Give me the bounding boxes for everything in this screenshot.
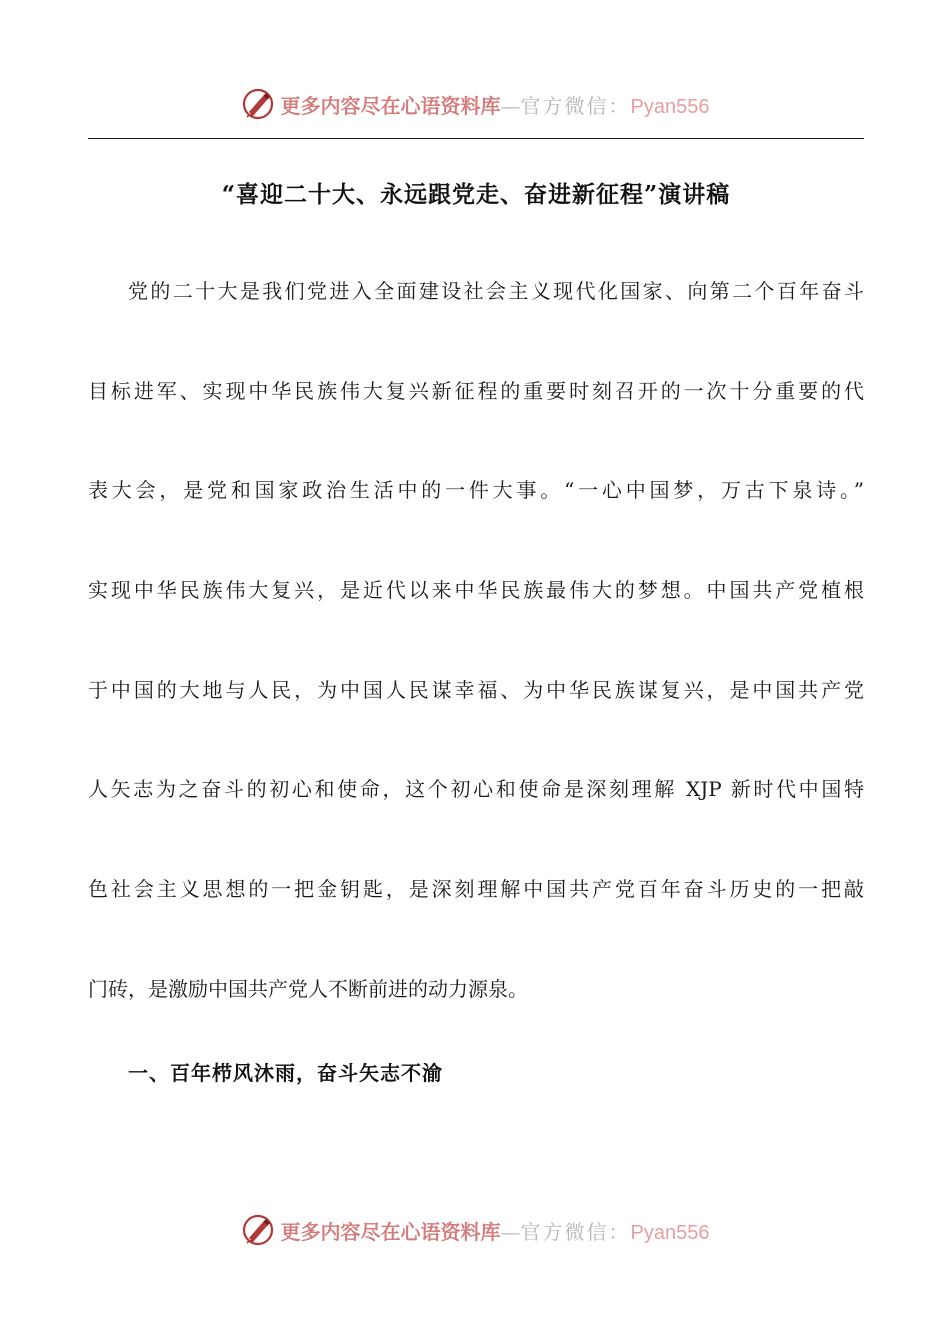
paragraph-line: 表大会，是党和国家政治生活中的一件大事。“一心中国梦，万古下泉诗。” <box>88 478 864 502</box>
paragraph-line: 于中国的大地与人民，为中国人民谋幸福、为中华民族谋复兴，是中国共产党 <box>88 678 864 702</box>
section-heading: 一、百年栉风沐雨，奋斗矢志不渝 <box>128 1061 443 1085</box>
watermark-brand: 更多内容尽在心语资料库 <box>280 1219 501 1244</box>
watermark-account: Pyan556 <box>630 95 710 118</box>
paragraph-line: 色社会主义思想的一把金钥匙，是深刻理解中国共产党百年奋斗历史的一把敲 <box>88 877 864 901</box>
watermark-sub: 官方微信： <box>520 1219 631 1244</box>
paragraph-line: 目标进军、实现中华民族伟大复兴新征程的重要时刻召开的一次十分重要的代 <box>88 379 864 403</box>
paragraph-line: 实现中华民族伟大复兴，是近代以来中华民族最伟大的梦想。中国共产党植根 <box>88 578 864 602</box>
header-watermark <box>0 84 950 124</box>
paragraph-line: 门砖，是激励中国共产党人不断前进的动力源泉。 <box>88 977 528 1001</box>
paragraph-line: 党的二十大是我们党进入全面建设社会主义现代化国家、向第二个百年奋斗 <box>128 279 864 303</box>
watermark-sub: 官方微信： <box>520 93 631 118</box>
watermark-separator: — <box>500 93 521 118</box>
pen-logo-icon <box>241 1213 275 1247</box>
pen-logo-icon <box>241 87 275 121</box>
footer-watermark <box>0 1210 950 1250</box>
watermark-account: Pyan556 <box>630 1221 710 1244</box>
watermark-brand: 更多内容尽在心语资料库 <box>280 93 501 118</box>
header-divider <box>88 138 864 139</box>
watermark-separator: — <box>500 1219 521 1244</box>
document-title: “喜迎二十大、永远跟党走、奋进新征程”演讲稿 <box>221 181 731 208</box>
paragraph-line: 人矢志为之奋斗的初心和使命，这个初心和使命是深刻理解 XJP 新时代中国特 <box>88 777 864 801</box>
